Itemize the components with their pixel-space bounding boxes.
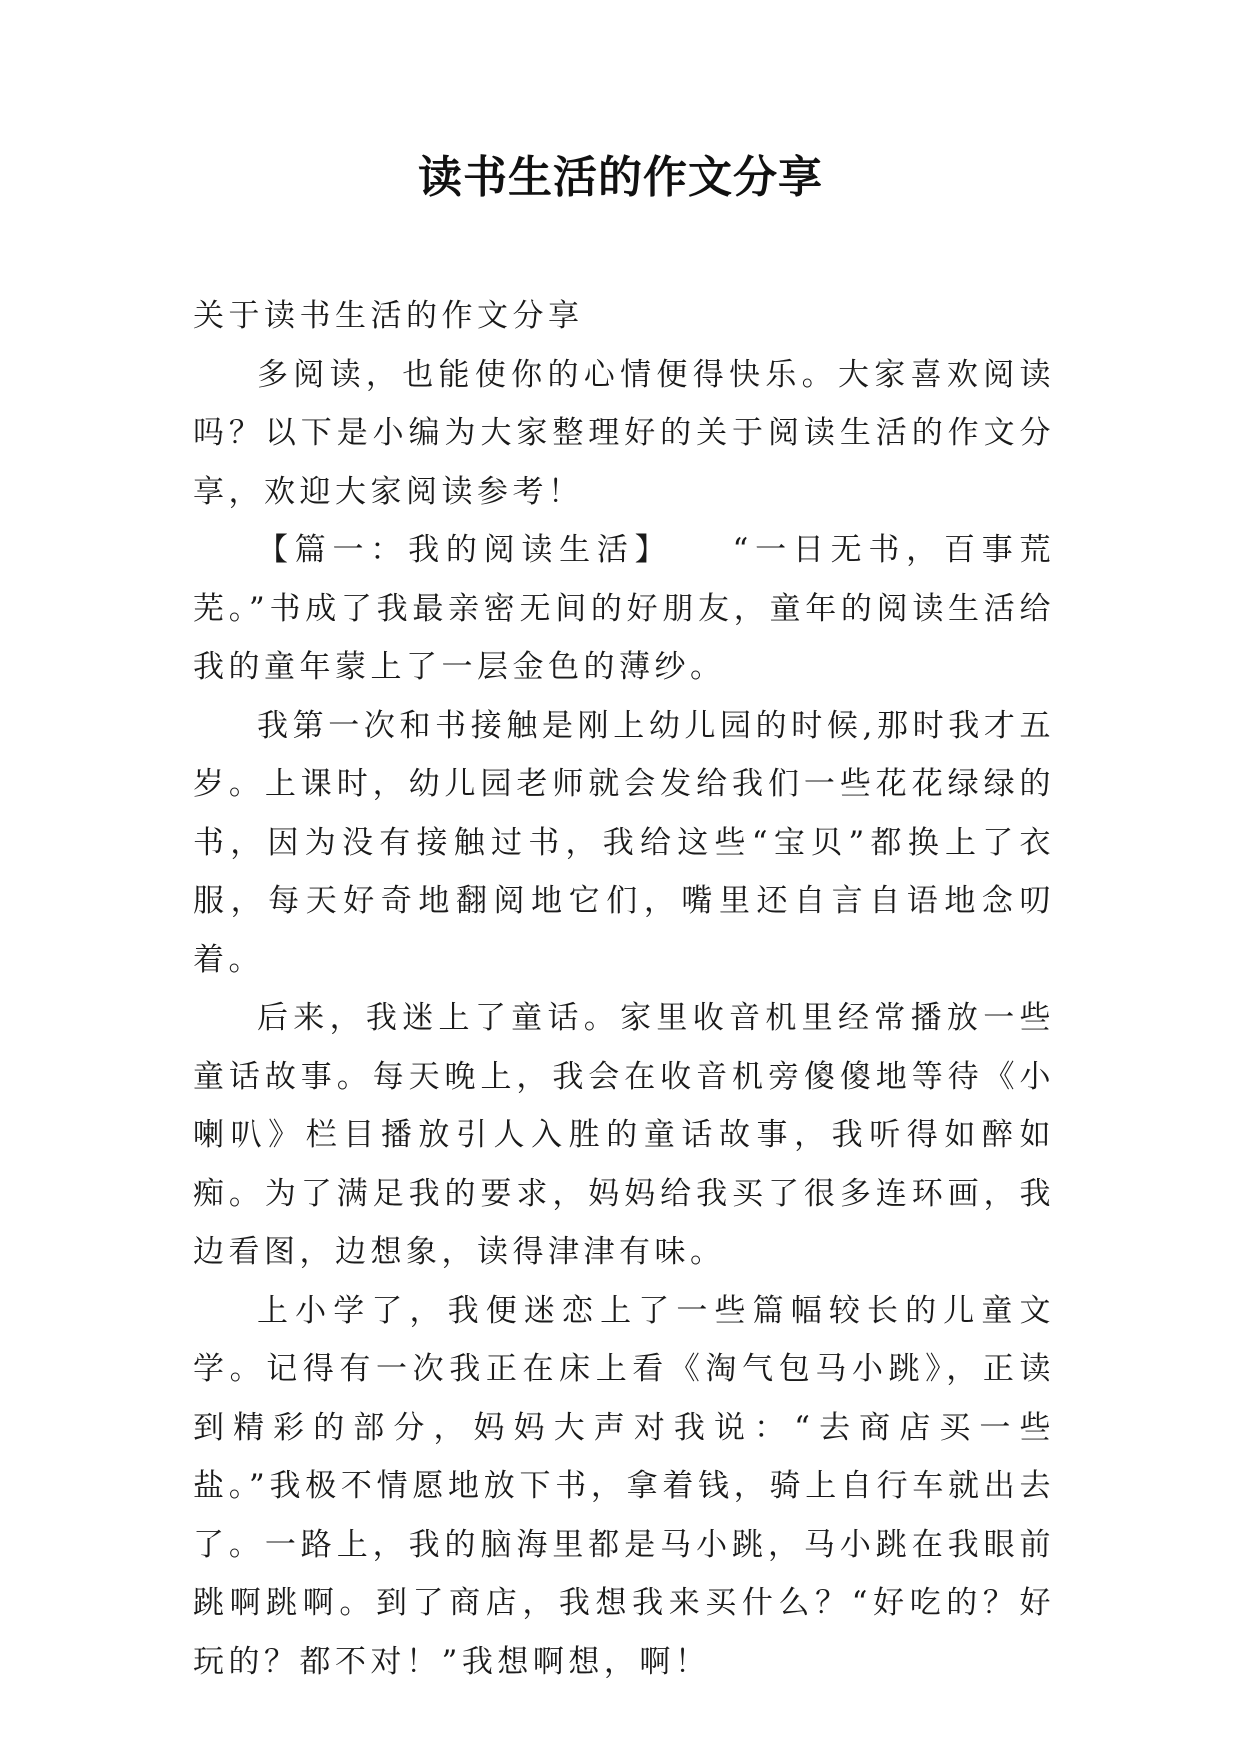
paragraph-intro: 多阅读，也能使你的心情便得快乐。大家喜欢阅读吗？以下是小编为大家整理好的关于阅读生活的作文分享，欢迎大家阅读参考！ (193, 356, 1055, 510)
paragraph-fairy-tales: 后来，我迷上了童话。家里收音机里经常播放一些童话故事。每天晚上，我会在收音机旁傻傻地等待《小喇叭》栏目播放引人入胜的童话故事，我听得如醉如痴。为了满足我的要求，妈妈给我买了很多连环画，我边看图，边想象，读得津津有味。 (193, 1000, 1055, 1270)
paragraph-kindergarten: 我第一次和书接触是刚上幼儿园的时候,那时我才五岁。上课时，幼儿园老师就会发给我们一些花花绿绿的书，因为没有接触过书，我给这些“宝贝”都换上了衣服，每天好奇地翻阅地它们，嘴里还自言自语地念叨着。 (193, 707, 1055, 978)
document-body (193, 287, 1055, 1691)
document-title: 读书生活的作文分享 (418, 152, 823, 203)
paragraph-primary-school: 上小学了，我便迷恋上了一些篇幅较长的儿童文学。记得有一次我正在床上看《淘气包马小跳》，正读到精彩的部分，妈妈大声对我说：“去商店买一些盐。”我极不情愿地放下书，拿着钱，骑上自行车就出去了。一路上，我的脑海里都是马小跳，马小跳在我眼前跳啊跳啊。到了商店，我想我来买什么？“好吃的？好玩的？都不对！”我想啊想，啊！ (193, 1292, 1055, 1680)
paragraph-chapter-one: 【篇一：我的阅读生活】 “一日无书，百事荒芜。”书成了我最亲密无间的好朋友，童年的阅读生活给我的童年蒙上了一层金色的薄纱。 (193, 532, 1055, 685)
document-subtitle: 关于读书生活的作文分享 (193, 298, 584, 334)
